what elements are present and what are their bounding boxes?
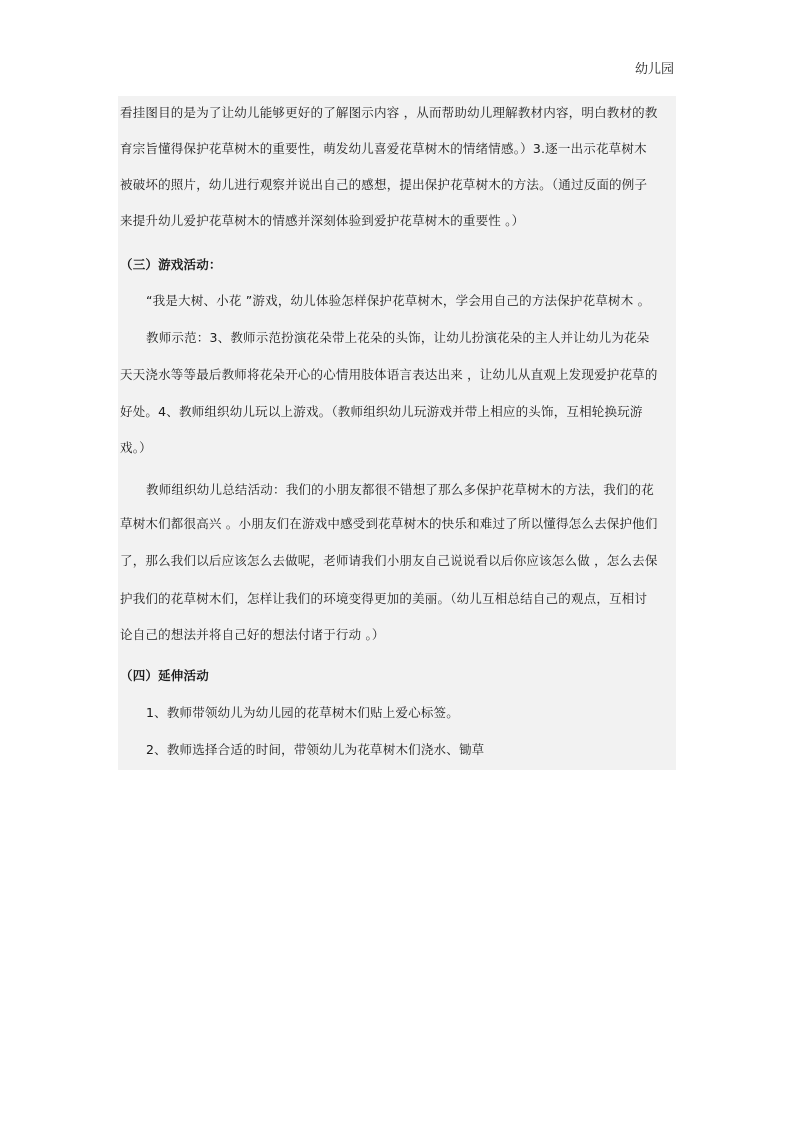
paragraph-line: 天天浇水等等最后教师将花朵开心的心情用肢体语言表达出来 ，让幼儿从直观上发现爱护花草的 [120,367,658,382]
document-body [118,96,676,770]
paragraph-line: 护我们的花草树木们，怎样让我们的环境变得更加的美丽。（幼儿互相总结自己的观点，互相讨 [120,591,648,606]
paragraph-line: 看挂图目的是为了让幼儿能够更好的了解图示内容 ，从而帮助幼儿理解教材内容，明白教材的教 [120,105,658,120]
paragraph-line: 被破坏的照片，幼儿进行观察并说出自己的感想，提出保护花草树木的方法。（通过反面的例子 [120,177,648,192]
section-heading-games: （三）游戏活动： [120,257,222,272]
page-header: 幼儿园 [634,62,674,77]
list-item: 1、教师带领幼儿为幼儿园的花草树木们贴上爱心标签。 [146,705,459,720]
list-item: 2、教师选择合适的时间，带领幼儿为花草树木们浇水、锄草 [146,742,485,757]
paragraph-line: 戏。） [120,440,152,455]
paragraph-line: 育宗旨懂得保护花草树木的重要性，萌发幼儿喜爱花草树木的情绪情感。）3.逐一出示花草树木 [120,141,647,156]
paragraph-line: 教师示范：3、教师示范扮演花朵带上花朵的头饰，让幼儿扮演花朵的主人并让幼儿为花朵 [146,330,650,345]
section-heading-extension: （四）延伸活动 [120,668,209,683]
paragraph-line: 来提升幼儿爱护花草树木的情感并深刻体验到爱护花草树木的重要性 。） [120,213,525,228]
paragraph-line: “我是大树、小花 ”游戏，幼儿体验怎样保护花草树木，学会用自己的方法保护花草树木 。 [146,293,651,308]
paragraph-line: 了，那么我们以后应该怎么去做呢，老师请我们小朋友自己说说看以后你应该怎么做 ，怎么去保 [120,553,658,568]
paragraph-line: 草树木们都很高兴 。小朋友们在游戏中感受到花草树木的快乐和难过了所以懂得怎么去保护他们 [120,516,658,531]
paragraph-line: 论自己的想法并将自己好的想法付诸于行动 。） [120,627,385,642]
paragraph-line: 好处。4、教师组织幼儿玩以上游戏。（教师组织幼儿玩游戏并带上相应的头饰，互相轮换玩游 [120,404,643,419]
paragraph-line: 教师组织幼儿总结活动：我们的小朋友都很不错想了那么多保护花草树木的方法，我们的花 [146,482,655,497]
